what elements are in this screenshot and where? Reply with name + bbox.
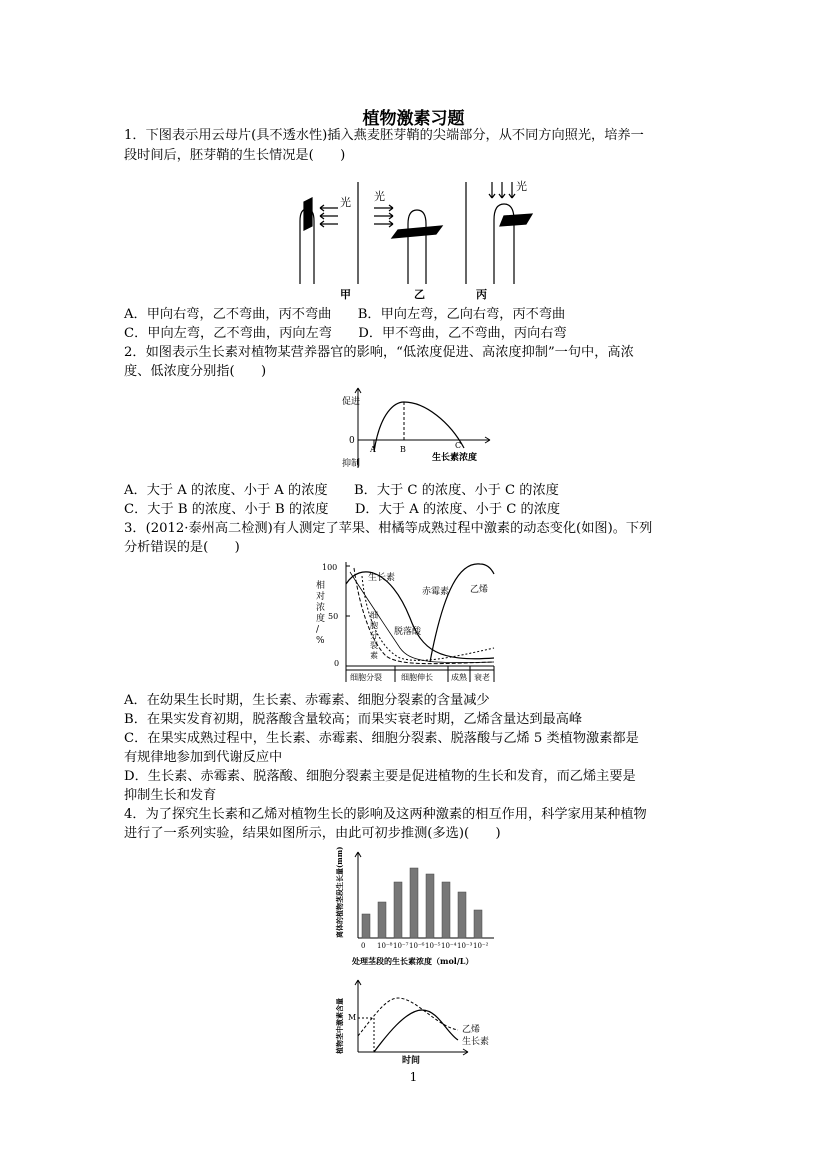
q1-label-yi: 乙 (414, 288, 425, 301)
q3-cytokinin-char: 细 (370, 611, 378, 620)
q3-cytokinin-label (370, 611, 378, 660)
page-number: 1 (409, 1070, 418, 1084)
q3-stage-label: 衰老 (474, 673, 490, 682)
q4-bar (442, 882, 450, 938)
q4-bar (426, 874, 434, 938)
q3-option-a: A．在幼果生长时期，生长素、赤霉素、细胞分裂素的含量减少 (124, 693, 490, 708)
q4-line-y-label: 植物茎中激素含量 (335, 998, 344, 1054)
q4-bar (474, 910, 482, 938)
q4-bar-y-label: 离体的植物茎段生长量(mm) (335, 846, 344, 938)
q4-x-tick-label: 0 (361, 942, 366, 950)
q3-option-c-line1: C．在果实成熟过程中，生长素、赤霉素、细胞分裂素、脱落酸与乙烯 5 类植物激素都是 (124, 731, 639, 746)
q4-x-tick-label: 10⁻⁴ (441, 942, 457, 950)
q2-zero-label: 0 (349, 436, 355, 446)
q3-cytokinin-char: 裂 (370, 641, 378, 650)
q2-options-cd: C．大于 B 的浓度、小于 B 的浓度 D．大于 A 的浓度、小于 C 的浓度 (124, 502, 561, 517)
q2-promote-label: 促进 (342, 397, 361, 407)
q3-stem-line1: 3．(2012·泰州高二检测)有人测定了苹果、柑橘等成熟过程中激素的动态变化(如图)。下列 (124, 521, 653, 536)
q3-option-d-line2: 抑制生长和发育 (124, 788, 217, 803)
q3-stage-labels (350, 672, 490, 682)
q3-aba-label: 脱落酸 (394, 627, 422, 637)
q3-gibberellin-label: 赤霉素 (422, 587, 450, 597)
q1-label-bing: 丙 (476, 288, 487, 301)
q3-cytokinin-char: 素 (370, 651, 378, 660)
q2-auxin-curve-figure (340, 382, 500, 472)
q2-point-b: B (400, 445, 406, 454)
q1-coleoptile-figure (290, 176, 540, 302)
q1-options-ab: A．甲向右弯，乙不弯曲，丙不弯曲 B．甲向左弯，乙向右弯，丙不弯曲 (124, 307, 566, 322)
q3-cytokinin-char: 胞 (370, 621, 378, 630)
q3-stem-line2: 分析错误的是( ) (124, 540, 240, 555)
q3-y-axis-label (316, 579, 325, 646)
q4-bar (378, 902, 386, 938)
q4-stem-line1: 4．为了探究生长素和乙烯对植物生长的影响及这两种激素的相互作用，科学家用某种植物 (124, 807, 647, 822)
q3-hormone-dynamics-figure (310, 558, 500, 688)
q2-point-a: A (370, 445, 376, 454)
q3-y-label-char: 对 (316, 592, 326, 602)
q3-stage-label: 成熟 (451, 673, 467, 682)
q4-x-tick-label: 10⁻⁶ (409, 942, 425, 950)
q1-stem-line2: 段时间后，胚芽鞘的生长情况是( ) (124, 148, 346, 163)
q1-light-label-yi: 光 (374, 190, 385, 203)
q2-inhibit-label: 抑制 (342, 459, 361, 469)
q4-bar (362, 914, 370, 938)
q4-bar (458, 892, 466, 938)
q4-ethylene-label: 乙烯 (462, 1025, 481, 1035)
q3-y-tick-50: 50 (328, 612, 339, 621)
q4-stem-line2: 进行了一系列实验，结果如图所示，由此可初步推测(多选)( ) (124, 826, 501, 841)
q4-auxin-label: 生长素 (462, 1037, 490, 1047)
q3-stage-label: 细胞分裂 (350, 673, 382, 682)
q1-label-jia: 甲 (340, 288, 351, 301)
q3-ethylene-label: 乙烯 (470, 585, 489, 595)
q4-bar-x-label: 处理茎段的生长素浓度（mol/L） (352, 956, 474, 966)
q3-y-label-char: 相 (316, 581, 326, 591)
q4-x-tick-label: 10⁻³ (457, 942, 473, 950)
q3-stage-label: 细胞伸长 (401, 673, 433, 682)
q3-y-label-char: / (316, 625, 320, 635)
page-title: 植物激素习题 (362, 109, 465, 129)
q3-cytokinin-char: 分 (370, 631, 378, 640)
q4-x-tick-label: 10⁻⁵ (425, 942, 441, 950)
q2-point-c: C (455, 441, 462, 450)
q1-options-cd: C．甲向左弯，乙不弯曲，丙向左弯 D．甲不弯曲，乙不弯曲，丙向右弯 (124, 326, 567, 341)
q4-bar (394, 882, 402, 938)
q3-auxin-label: 生长素 (368, 573, 396, 583)
q4-line-chart (326, 976, 506, 1064)
q4-bar-chart (326, 846, 506, 972)
q3-y-label-char: 浓 (316, 603, 326, 613)
q3-y-label-char: % (316, 636, 325, 646)
q2-stem-line2: 度、低浓度分别指( ) (124, 364, 267, 379)
q1-light-label-bing: 光 (516, 180, 527, 193)
q4-x-tick-label: 10⁻⁸ (377, 942, 393, 950)
q1-light-label-jia: 光 (340, 196, 351, 209)
q3-y-label-char: 度 (316, 614, 326, 624)
q4-line-x-label: 时间 (402, 1056, 421, 1064)
q3-y-tick-100: 100 (322, 563, 338, 572)
q1-stem-line1: 1．下图表示用云母片(具不透水性)插入燕麦胚芽鞘的尖端部分，从不同方向照光，培养一 (124, 128, 644, 143)
q2-options-ab: A．大于 A 的浓度、小于 A 的浓度 B．大于 C 的浓度、小于 C 的浓度 (124, 483, 559, 498)
q2-x-label: 生长素浓度 (432, 453, 478, 463)
q4-x-ticks (361, 942, 489, 950)
q4-bars-group (362, 868, 482, 938)
q3-option-d-line1: D．生长素、赤霉素、脱落酸、细胞分裂素主要是促进植物的生长和发育，而乙烯主要是 (124, 769, 636, 784)
q4-x-tick-label: 10⁻⁷ (393, 942, 409, 950)
q4-bar (410, 868, 418, 938)
q4-m-label: M (348, 1013, 357, 1022)
q3-y-tick-0: 0 (334, 659, 340, 668)
q3-option-c-line2: 有规律地参加到代谢反应中 (124, 750, 283, 765)
q4-x-tick-label: 10⁻² (473, 942, 489, 950)
q2-stem-line1: 2．如图表示生长素对植物某营养器官的影响，“低浓度促进、高浓度抑制”一句中，高浓 (124, 345, 634, 360)
q3-option-b: B．在果实发育初期，脱落酸含量较高；而果实衰老时期，乙烯含量达到最高峰 (124, 712, 583, 727)
